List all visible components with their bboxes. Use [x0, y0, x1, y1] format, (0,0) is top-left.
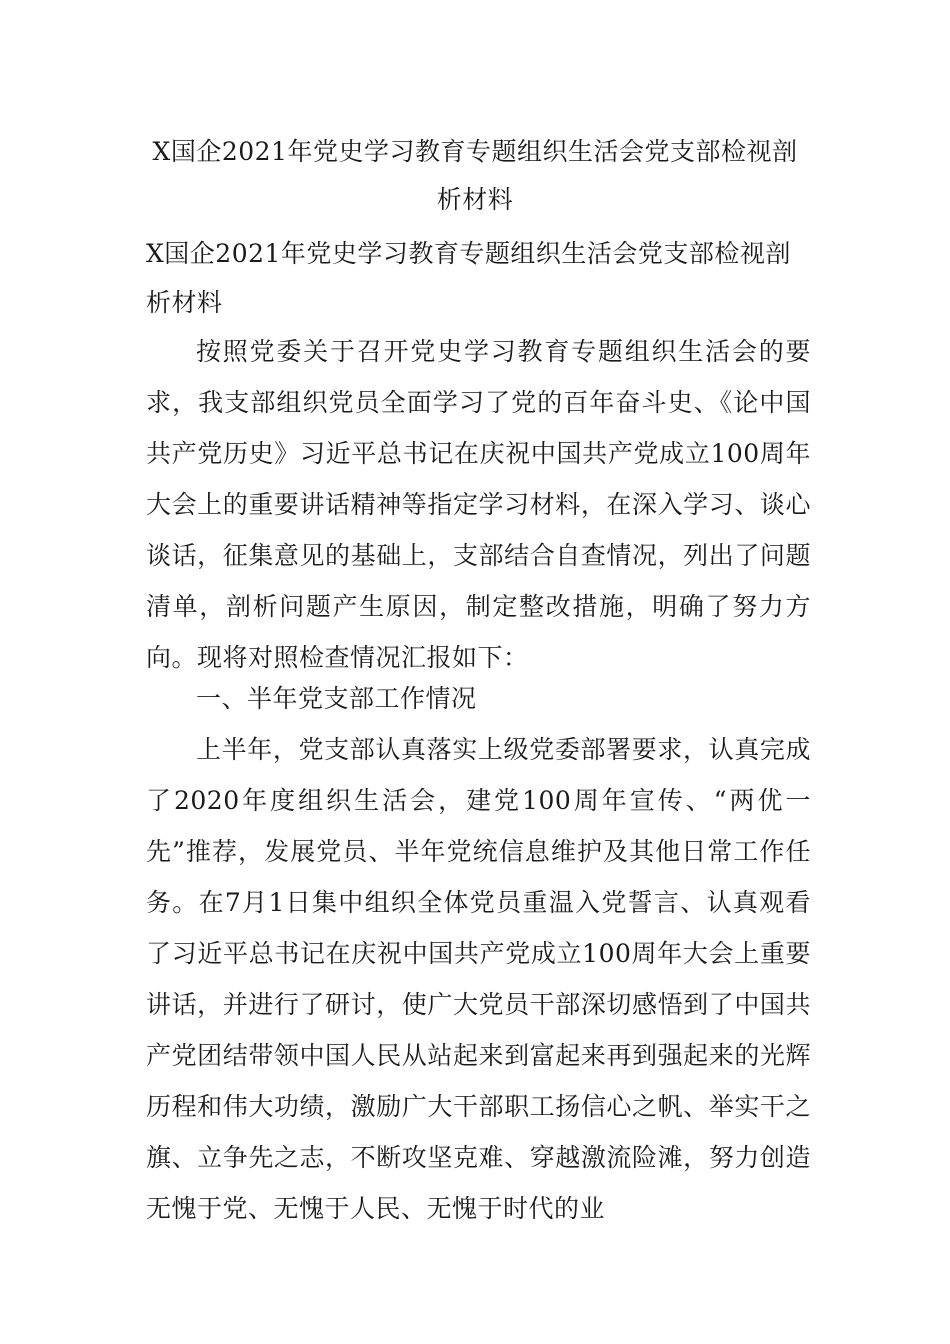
document-subtitle: X国企2021年党史学习教育专题组织生活会党支部检视剖析材料 [146, 239, 791, 317]
section-paragraph: 上半年，党支部认真落实上级党委部署要求，认真完成了2020年度组织生活会，建党100周年宣传、“两优一先”推荐，发展党员、半年党统信息维护及其他日常工作任务。在7月1日集中组织全体党员重温入党誓言、认真观看了习近平总书记在庆祝中国共产党成立100周年大会上重要讲话，并进行了研讨，使广大党员干部深切感悟到了中国共产党团结带领中国人民从站起来到富起来再到强起来的光辉历程和伟大功绩，激励广大干部职工扬信心之帆、举实干之旗、立争先之志，不断攻坚克难、穿越激流险滩，努力创造无愧于党、无愧于人民、无愧于时代的业 [146, 735, 811, 1223]
intro-paragraph: 按照党委关于召开党史学习教育专题组织生活会的要求，我支部组织党员全面学习了党的百年奋斗史、《论中国共产党历史》习近平总书记在庆祝中国共产党成立100周年大会上的重要讲话精神等指定学习材料，在深入学习、谈心谈话，征集意见的基础上，支部结合自查情况，列出了问题清单，剖析问题产生原因，制定整改措施，明确了努力方向。现将对照检查情况汇报如下： [146, 337, 811, 672]
section-heading: 一、半年党支部工作情况 [196, 684, 477, 713]
document-title: X国企2021年党史学习教育专题组织生活会党支部检视剖析材料 [152, 137, 798, 214]
